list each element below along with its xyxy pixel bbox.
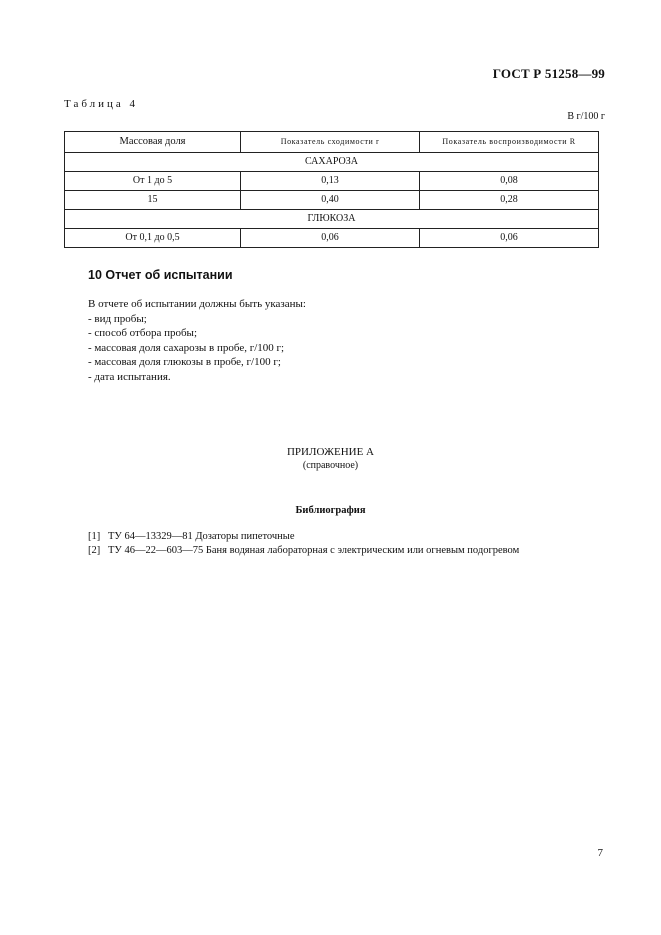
table-row — [65, 229, 599, 248]
table-cell: 0,28 — [420, 191, 599, 210]
appendix-subtitle: (справочное) — [302, 460, 359, 471]
report-line: - способ отбора пробы; — [88, 327, 198, 339]
table-row — [65, 191, 599, 210]
table-cell: 0,13 — [241, 172, 420, 191]
table-cell: 0,06 — [420, 229, 599, 248]
report-line: - массовая доля глюкозы в пробе, г/100 г; — [88, 356, 281, 368]
table-title: Таблица 4 — [64, 98, 139, 110]
table-units: В г/100 г — [567, 111, 605, 122]
table-cell: 0,06 — [241, 229, 420, 248]
report-line: - массовая доля сахарозы в пробе, г/100 г; — [88, 341, 285, 354]
column-header: Показатель сходимости r — [241, 132, 420, 153]
table-cell: 0,08 — [420, 172, 599, 191]
table-cell: 15 — [65, 191, 241, 210]
table-cell: 0,40 — [241, 191, 420, 210]
report-line: - дата испытания. — [88, 370, 171, 383]
bibliography-number: [2] — [88, 544, 101, 556]
group-label: САХАРОЗА — [65, 153, 599, 172]
bibliography-item — [88, 544, 519, 558]
bibliography-list — [88, 530, 519, 557]
bibliography-text: ТУ 64—13329—81 Дозаторы пипеточные — [108, 531, 295, 542]
section-heading: 10 Отчет об испытании — [88, 268, 233, 282]
table-group-row — [65, 210, 599, 229]
table-group-row — [65, 153, 599, 172]
column-header: Показатель воспроизводимости R — [420, 132, 599, 153]
bibliography-title: Библиография — [295, 505, 366, 516]
appendix-heading — [0, 446, 661, 472]
bibliography-number: [1] — [88, 531, 101, 542]
bibliography-text: ТУ 46—22—603—75 Баня водяная лабораторная с электрическим или огневым подогревом — [108, 544, 520, 556]
report-requirements — [88, 297, 306, 384]
page-number: 7 — [597, 847, 603, 859]
report-line: - вид пробы; — [88, 312, 147, 325]
group-label: ГЛЮКОЗА — [65, 210, 599, 229]
table-row — [65, 172, 599, 191]
table-header-row — [65, 132, 599, 153]
table-cell: От 1 до 5 — [65, 172, 241, 191]
table-cell: От 0,1 до 0,5 — [65, 229, 241, 248]
document-code: ГОСТ Р 51258—99 — [492, 66, 605, 81]
bibliography-item — [88, 530, 519, 544]
data-table — [64, 131, 599, 248]
appendix-title: ПРИЛОЖЕНИЕ А — [286, 446, 374, 458]
report-line: В отчете об испытании должны быть указаны: — [88, 298, 306, 310]
column-header: Массовая доля — [65, 132, 241, 153]
